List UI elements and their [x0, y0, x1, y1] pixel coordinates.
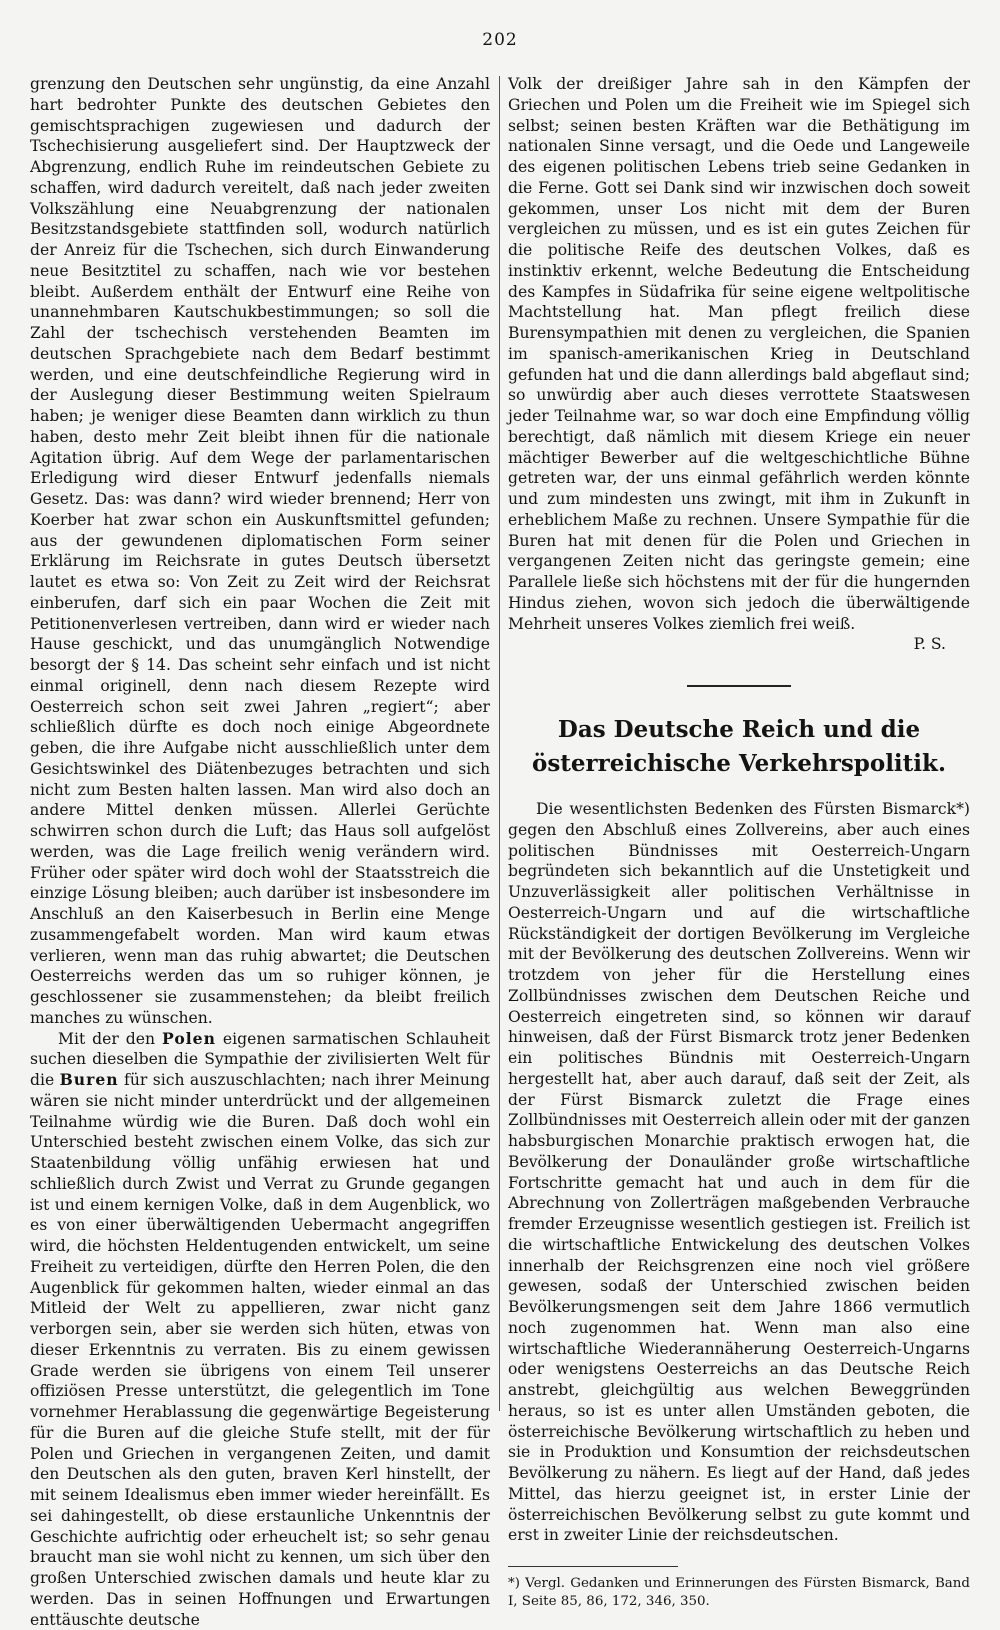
- left-paragraph-2: [30, 1029, 490, 1630]
- right-paragraph-1: Volk der dreißiger Jahre sah in den Kämpfen der Griechen und Polen um die Freiheit wie im Spiegel sich selbst; seinen besten Kräften war die Bethätigung im nationalen Sinne versagt, und die Oede und Langeweile des eigenen politischen Lebens trieb seine Gedanken in die Ferne. Gott sei Dank sind wir inzwischen doch soweit gekommen, unser Los nicht mit dem der Buren vergleichen zu müssen, und es ist ein gutes Zeichen für die politische Reife des deutschen Volkes, daß es instinktiv erkennt, welche Bedeutung die Entscheidung des Kampfes in Südafrika für seine eigene weltpolitische Machtstellung hat. Man pflegt freilich diese Burensympathien mit denen zu vergleichen, die Spanien im spanisch-amerikanischen Krieg in Deutschland gefunden hat und die dann allerdings bald abgeflaut sind; so unwürdig aber auch dieses verrottete Staatswesen jeder Teilnahme war, so war doch eine Empfindung völlig berechtigt, daß nämlich mit diesem Kriege ein neuer mächtiger Bewerber auf die weltgeschichtliche Bühne getreten war, der uns einmal gefährlich werden könnte und zum mindesten uns zwingt, mit ihm in Zukunft in erheblichem Maße zu rechnen. Unsere Sympathie für die Buren hat mit denen für die Polen und Griechen in vergangenen Zeiten nicht das geringste gemein; eine Parallele ließe sich höchstens mit der für die hungernden Hindus ziehen, wovon sich jedoch die überwältigende Mehrheit unseres Volkes ziemlich frei weiß.: [508, 74, 970, 634]
- section-divider: [687, 685, 791, 687]
- right-column: [508, 74, 970, 1611]
- article-heading: Das Deutsche Reich und die österreichische Verkehrspolitik.: [508, 713, 970, 781]
- left-paragraph-2-c: für sich auszuschlachten; nach ihrer Meinung wären sie nicht minder unterdrückt und der allgemeinen Teilnahme würdig wie die Buren. Daß doch wohl ein Unterschied besteht zwischen einem Volke, das sich zur Staatenbildung völlig unfähig erwiesen hat und schließlich durch Zwist und Verrat zu Grunde gegangen ist und einem kernigen Volke, daß in dem Augenblick, wo es von einer überwältigenden Uebermacht angegriffen wird, die höchsten Heldentugenden entwickelt, um seine Freiheit zu verteidigen, dürfte den Herren Polen, die den Augenblick für gekommen halten, wieder einmal an das Mitleid der Welt zu appellieren, zwar nicht ganz verborgen sein, aber sie werden sich hüten, etwas von dieser Erkenntnis zu verraten. Bis zu einem gewissen Grade werden sie übrigens von einem Teil unserer offiziösen Presse unterstützt, die gelegentlich im Tone vornehmer Herablassung die gegenwärtige Begeisterung für die Buren auf die gleiche Stufe stellt, mit der für Polen und Griechen in vergangenen Zeiten, und damit den Deutschen als den guten, braven Kerl hinstellt, der mit seinem Idealismus eben immer wieder hereinfällt. Es sei dahingestellt, ob diese erstaunliche Unkenntnis der Geschichte aufrichtig oder erheuchelt ist; so sehr genau braucht man sie wohl nicht zu kennen, um sich über den großen Unterschied zwischen damals und heute klar zu werden. Das in seinen Hoffnungen und Erwartungen enttäuschte deutsche: [30, 1071, 490, 1629]
- column-divider: [499, 76, 500, 1411]
- page-number: 202: [0, 30, 1000, 50]
- emphasis-polen: Polen: [162, 1029, 216, 1048]
- left-paragraph-2-b: eigenen sarmatischen Schlauheit suchen dieselben die Sympathie der zivilisierten Welt für die: [30, 1030, 490, 1090]
- emphasis-buren: Buren: [60, 1070, 119, 1089]
- footnote-rule: [508, 1566, 678, 1567]
- left-paragraph-1: grenzung den Deutschen sehr ungünstig, da eine Anzahl hart bedrohter Punkte des deutschen Gebietes den gemischtsprachigen zugewiesen und dadurch der Tschechisierung ausgeliefert sind. Der Hauptzweck der Abgrenzung, endlich Ruhe im reindeutschen Gebiete zu schaffen, wird dadurch vereitelt, daß nach jeder zweiten Volkszählung eine Neuabgrenzung der nationalen Besitzstandsgebiete stattfinden soll, wodurch natürlich der Anreiz für die Tschechen, sich durch Einwanderung neue Besitztitel zu schaffen, nach wie vor bestehen bleibt. Außerdem enthält der Entwurf eine Reihe von unannehmbaren Kautschukbestimmungen; so soll die Zahl der tschechisch verstehenden Beamten im deutschen Sprachgebiete nach dem Bedarf bestimmt werden, und eine deutschfeindliche Regierung wird in der Auslegung dieser Bestimmung weiten Spielraum haben; je weniger diese Beamten dann wirklich zu thun haben, desto mehr Zeit bleibt ihnen für die nationale Agitation übrig. Auf dem Wege der parlamentarischen Erledigung wird dieser Entwurf jedenfalls niemals Gesetz. Das: was dann? wird wieder brennend; Herr von Koerber hat zwar schon ein Auskunftsmittel gefunden; aus der gewundenen diplomatischen Form seiner Erklärung im Reichsrate in gutes Deutsch übersetzt lautet es etwa so: Von Zeit zu Zeit wird der Reichsrat einberufen, darf sich ein paar Wochen die Zeit mit Petitionenverlesen vertreiben, dann wird er wieder nach Hause geschickt, und das unumgänglich Notwendige besorgt der § 14. Das scheint sehr einfach und ist nicht einmal originell, denn nach diesem Rezepte wird Oesterreich schon seit zwei Jahren „regiert“; aber schließlich dürfte es doch noch einige Abgeordnete geben, die ihre Aufgabe nicht ausschließlich unter dem Gesichtswinkel des Diätenbezuges betrachten und sich nicht zum Besten halten lassen. Man wird also doch an andere Mittel denken müssen. Allerlei Gerüchte schwirren schon durch die Luft; das Haus soll aufgelöst werden, was die Lage freilich wenig verändern wird. Früher oder später wird doch wohl der Staatsstreich die einzige Lösung bleiben; auch darüber ist insbesondere im Anschluß an den Kaiserbesuch in Berlin eine Menge zusammengefabelt worden. Man wird kaum etwas verlieren, wenn man das ruhig abwartet; die Deutschen Oesterreichs werden das um so ruhiger können, je geschlossener sie zusammenstehen; da bleibt freilich manches zu wünschen.: [30, 74, 490, 1029]
- author-signature: P. S.: [508, 634, 970, 655]
- left-paragraph-2-a: Mit der den: [58, 1030, 155, 1048]
- left-column: [30, 74, 490, 1630]
- right-paragraph-2: Die wesentlichsten Bedenken des Fürsten Bismarck*) gegen den Abschluß eines Zollvereins, aber auch eines politischen Bündnisses mit Oesterreich-Ungarn begründeten sich bekanntlich auf die Unstetigkeit und Unzuverlässigkeit aller politischen Verhältnisse in Oesterreich-Ungarn und auf die wirtschaftliche Rückständigkeit der dortigen Bevölkerung im Vergleiche mit der Bevölkerung des deutschen Zollvereins. Wenn wir trotzdem von jeher für die Herstellung eines Zollbündnisses zwischen dem Deutschen Reiche und Oesterreich eingetreten sind, so können wir darauf hinweisen, daß der Fürst Bismarck trotz jener Bedenken ein politisches Bündnis mit Oesterreich-Ungarn hergestellt hat, aber auch darauf, daß seit der Zeit, als der Fürst Bismarck zuletzt die Frage eines Zollbündnisses mit Oesterreich allein oder mit der ganzen habsburgischen Monarchie praktisch erwogen hat, die Bevölkerung der Donauländer große wirtschaftliche Fortschritte gemacht hat und auch in dem für die Abrechnung von Zollerträgen maßgebenden Verbrauche fremder Erzeugnisse wesentlich gestiegen ist. Freilich ist die wirtschaftliche Entwickelung des deutschen Volkes innerhalb der Reichsgrenzen eine noch viel größere gewesen, sodaß der Unterschied zwischen beiden Bevölkerungsmengen seit dem Jahre 1866 vermutlich noch zugenommen hat. Wenn man also eine wirtschaftliche Wiederannäherung Oesterreich-Ungarns oder wenigstens Oesterreichs an das Deutsche Reich anstrebt, gleichgültig aus welchen Beweggründen heraus, so ist es unter allen Umständen geboten, die österreichische Bevölkerung wirtschaftlich zu heben und sie in Produktion und Konsumtion der reichsdeutschen Bevölkerung zu nähern. Es liegt auf der Hand, daß jedes Mittel, das hierzu geeignet ist, in erster Linie der österreichischen Bevölkerung selbst zu gute kommt und erst in zweiter Linie der reichsdeutschen.: [508, 799, 970, 1546]
- footnote: *) Vergl. Gedanken und Erinnerungen des Fürsten Bismarck, Band I, Seite 85, 86, 172, 346, 350.: [508, 1575, 970, 1611]
